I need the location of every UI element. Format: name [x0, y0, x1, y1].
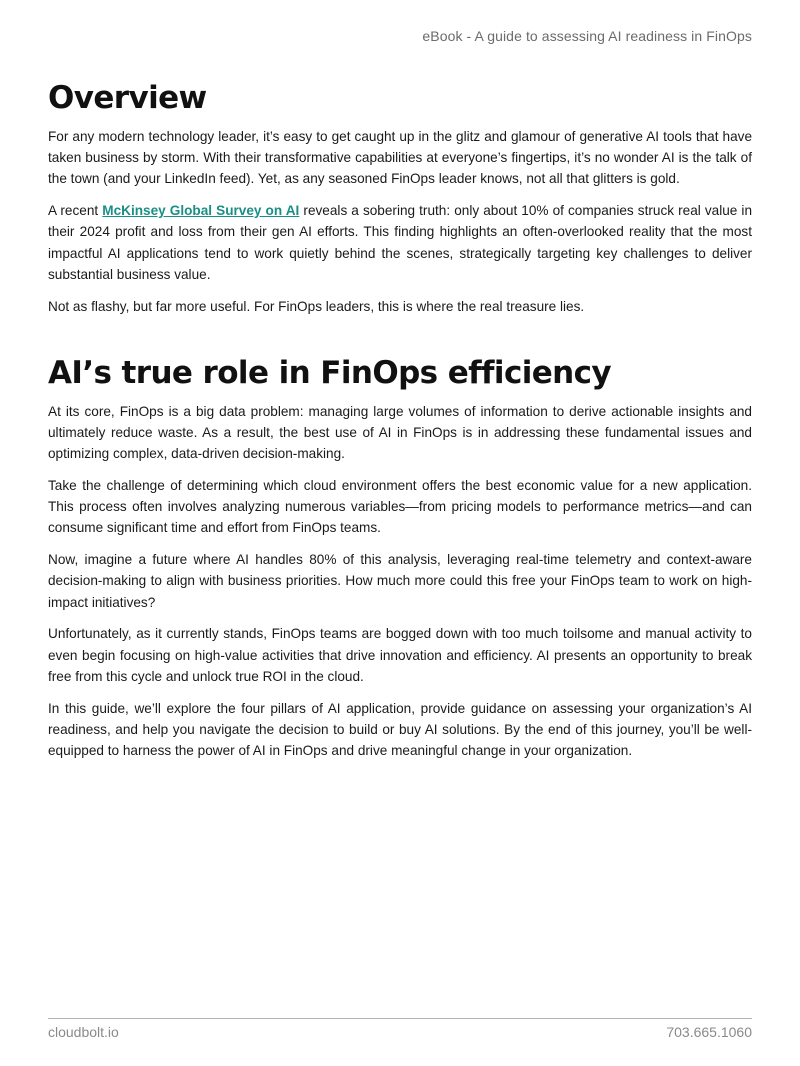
- paragraph-with-link: [48, 200, 752, 285]
- paragraph: At its core, FinOps is a big data problem: managing large volumes of information to derive actionable insights and ultimately reduce waste. As a result, the best use of AI in FinOps is in addressing these fundamental issues and optimizing complex, data-driven decision-making.: [48, 403, 752, 462]
- footer-website: cloudbolt.io: [48, 1024, 119, 1040]
- paragraph: Now, imagine a future where AI handles 80% of this analysis, leveraging real-time telemetry and context-aware decision-making to align with business priorities. How much more could this free your FinOps team to work on high-impact initiatives?: [48, 552, 752, 610]
- paragraph: In this guide, we’ll explore the four pillars of AI application, provide guidance on assessing your organization’s AI readiness, and help you navigate the decision to build or buy AI solutions. By the end of this journey, you’ll be well-equipped to harness the power of AI in FinOps and drive meaningful change in your organization.: [48, 700, 752, 759]
- section-heading-ai-role: AI’s true role in FinOps efficiency: [48, 354, 612, 391]
- paragraph: Take the challenge of determining which cloud environment offers the best economic value for a new application. This process often involves analyzing numerous variables—from pricing models to performance metrics—and can consume significant time and effort from FinOps teams.: [48, 478, 752, 536]
- section-ai-role: [48, 353, 752, 761]
- paragraph: For any modern technology leader, it’s easy to get caught up in the glitz and glamour of generative AI tools that have taken business by storm. With their transformative capabilities at everyone’s fingertips, it’s no wonder AI is the talk of the town (and your LinkedIn feed). Yet, as any seasoned FinOps leader knows, not all that glitters is gold.: [48, 129, 752, 187]
- footer-divider: [48, 1018, 752, 1019]
- section-heading-overview: Overview: [48, 80, 207, 116]
- running-header: eBook - A guide to assessing AI readiness in FinOps: [422, 28, 752, 44]
- mckinsey-survey-link[interactable]: McKinsey Global Survey on AI: [102, 203, 300, 219]
- paragraph: Not as flashy, but far more useful. For FinOps leaders, this is where the real treasure lies.: [48, 298, 585, 314]
- document-body: [48, 78, 752, 772]
- paragraph-text: reveals a sobering truth: only about 10% of companies struck real value in their 2024 profit and loss from their gen AI efforts. This finding highlights an often-overlooked reality that the most impactful AI applications tend to work quietly behind the scenes, strategically targeting key challenges to deliver substantial business value.: [48, 203, 753, 282]
- section-overview: [48, 78, 752, 317]
- footer-phone: 703.665.1060: [666, 1024, 752, 1040]
- paragraph: Unfortunately, as it currently stands, FinOps teams are bogged down with too much toilsome and manual activity to even begin focusing on high-value activities that drive innovation and efficiency. AI presents an opportunity to break free from this cycle and unlock true ROI in the cloud.: [48, 626, 752, 684]
- paragraph-text: A recent: [48, 203, 103, 219]
